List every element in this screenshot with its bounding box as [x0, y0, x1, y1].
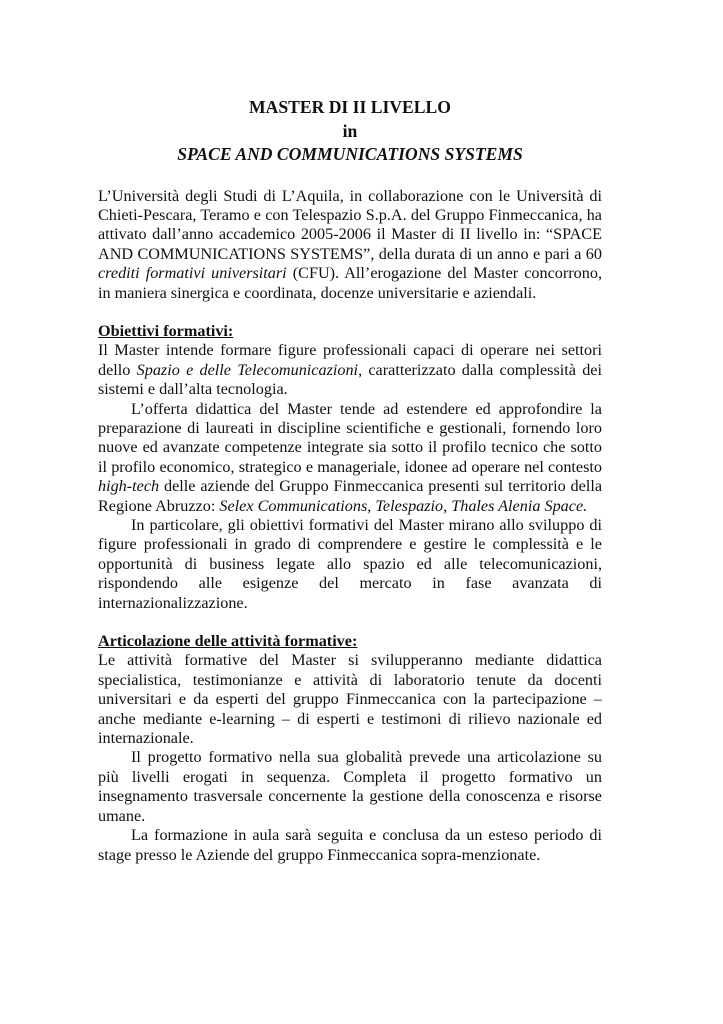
intro-text-2: (CFU). All’erogazione del Master concorrono, in maniera sinergica e coordinata, docenze universitarie e aziendali. — [98, 264, 602, 302]
obiettivi-paragraph-2 — [98, 400, 602, 516]
obiettivi-paragraph-3: In particolare, gli obiettivi formativi del Master mirano allo sviluppo di figure professionali in grado di comprendere e gestire le complessità e le opportunità di business legate allo spazio ed alle telecomunicazioni, rispondendo alle esigenze del mercato in fase avanzata di internazionalizzazione. — [98, 516, 602, 612]
obiettivi-p2-italic-1: high-tech — [98, 477, 160, 496]
obiettivi-p2-text-1: L’offerta didattica del Master tende ad estendere ed approfondire la preparazione di laureati in discipline scientifiche e gestionali, fornendo loro nuove ed avanzate competenze integrate sia sotto il profilo tecnico che sotto il profilo economico, strategico e manageriale, idonee ad operare nel contesto — [98, 399, 602, 476]
obiettivi-p2-text-3: , — [367, 496, 376, 515]
obiettivi-p2-text-2: delle aziende del Gruppo Finmeccanica presenti sul territorio della Regione Abruzzo: — [98, 477, 602, 515]
obiettivi-p2-italic-3: Telespazio, Thales Alenia Space. — [375, 496, 588, 515]
intro-text-1: L’Università degli Studi di L’Aquila, in collaborazione con le Università di Chieti-Pescara, Teramo e con Telespazio S.p.A. del Gruppo Finmeccanica, ha attivato dall’anno accademico 2005-2006 il Master di II livello in: “SPACE AND COMMUNICATIONS SYSTEMS”, della durata di un anno e pari a 60 — [98, 186, 602, 263]
title-line-1: MASTER DI II LIVELLO — [249, 97, 451, 117]
intro-italic-cfu: crediti formativi universitari — [98, 264, 287, 283]
obiettivi-p1-italic: Spazio e delle Telecomunicazioni — [136, 360, 359, 379]
obiettivi-paragraph-1 — [98, 341, 602, 399]
obiettivi-p1-text-2: , caratterizzato dalla complessità dei sistemi e dall’alta tecnologia. — [98, 360, 602, 399]
document-page — [98, 96, 602, 865]
title-line-3: SPACE AND COMMUNICATIONS SYSTEMS — [177, 144, 523, 164]
section-heading-obiettivi: Obiettivi formativi: — [98, 321, 234, 340]
section-heading-articolazione: Articolazione delle attività formative: — [98, 632, 358, 651]
intro-paragraph — [98, 187, 602, 303]
articolazione-paragraph-1: Le attività formative del Master si svilupperanno mediante didattica specialistica, testimonianze e attività di laboratorio tenute da docenti universitari e da esperti del gruppo Finmeccanica con la partecipazione – anche mediante e-learning – di esperti e testimoni di rilievo nazionale ed internazionale. — [98, 651, 602, 748]
title-line-2: in — [342, 120, 358, 141]
obiettivi-p2-italic-2: Selex Communications — [219, 496, 368, 515]
obiettivi-p1-text-1: Il Master intende formare figure professionali capaci di operare nei settori dello — [98, 341, 602, 379]
articolazione-paragraph-3: La formazione in aula sarà seguita e conclusa da un esteso periodo di stage presso le Aziende del gruppo Finmeccanica sopra-menzionate. — [98, 826, 602, 864]
articolazione-paragraph-2: Il progetto formativo nella sua globalità prevede una articolazione su più livelli erogati in sequenza. Completa il progetto formativo un insegnamento trasversale concernente la gestione della conoscenza e risorse umane. — [98, 748, 602, 825]
